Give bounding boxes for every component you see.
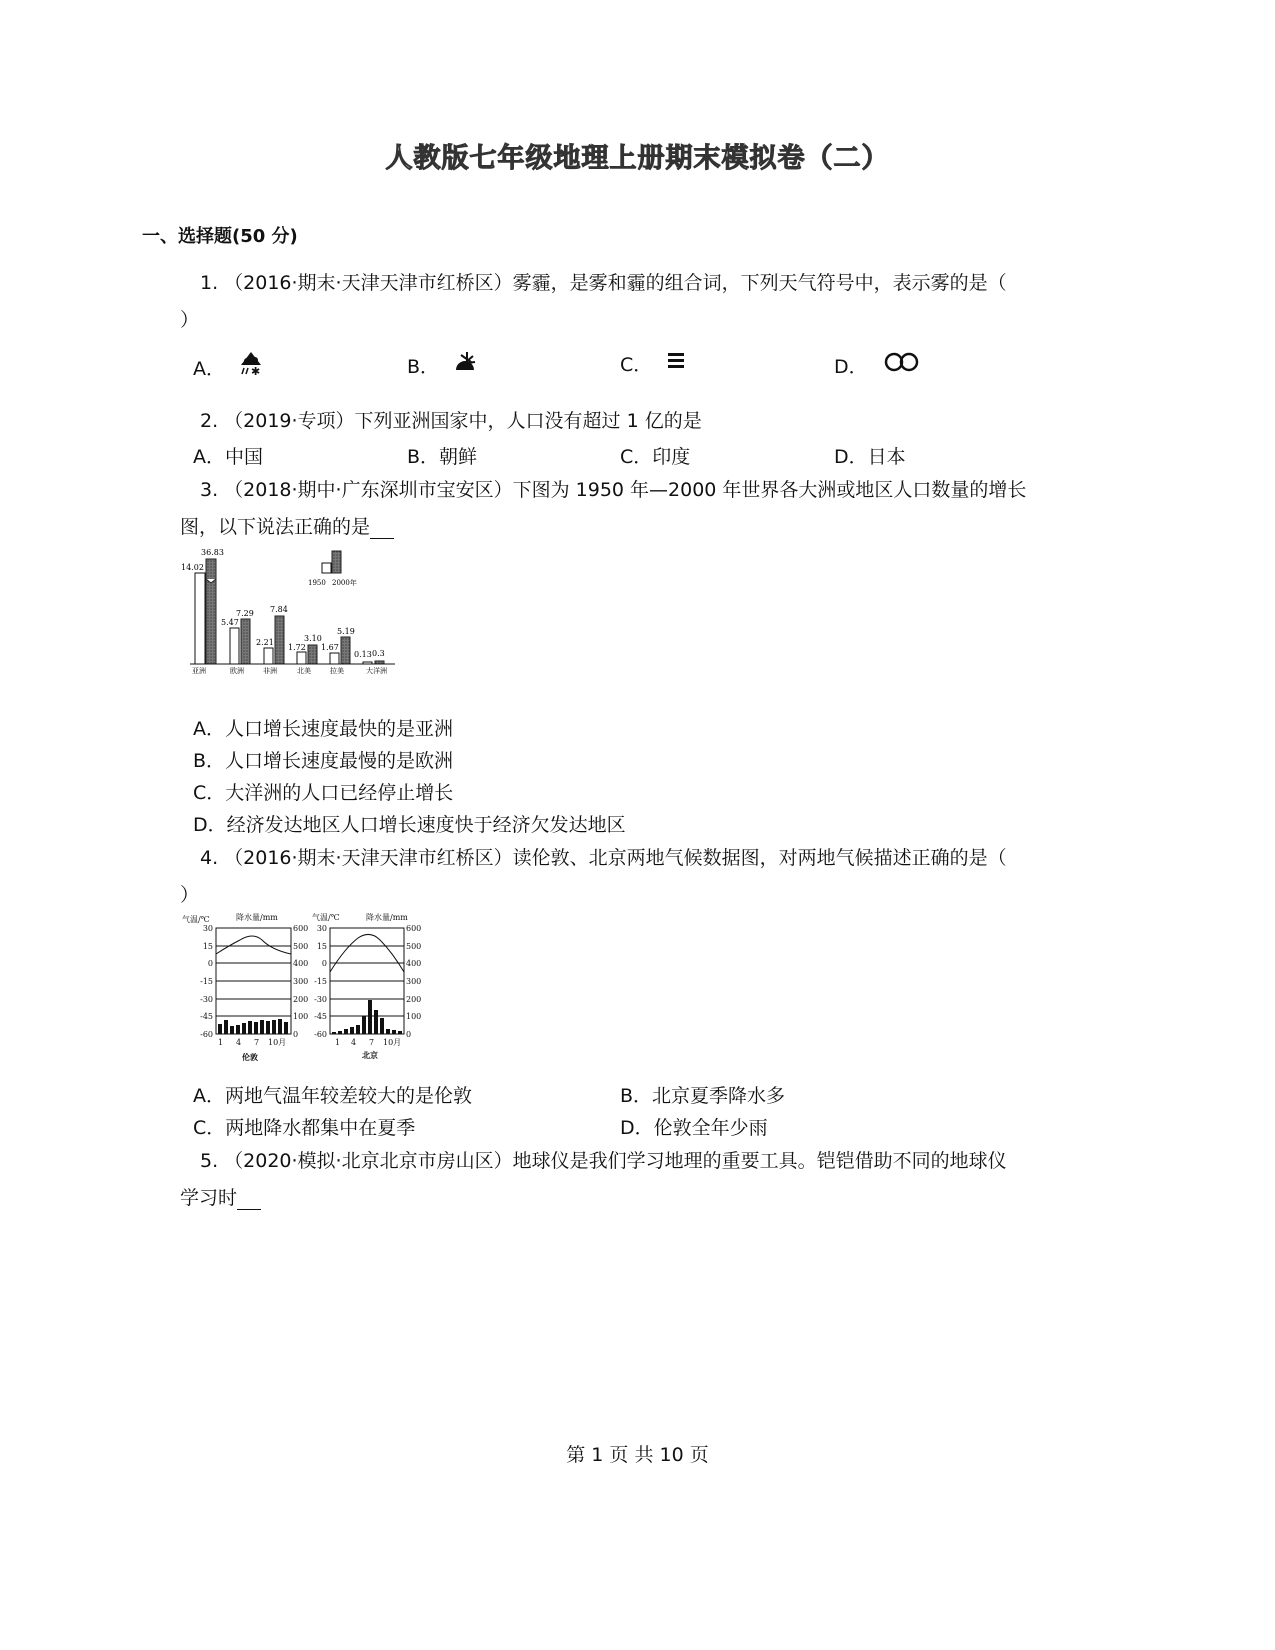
svg-text:0: 0 — [406, 1030, 412, 1039]
svg-text:10月: 10月 — [268, 1038, 287, 1047]
svg-text:14.02: 14.02 — [181, 563, 204, 572]
svg-text:10月: 10月 — [383, 1038, 402, 1047]
svg-text:降水量/mm: 降水量/mm — [236, 913, 278, 922]
q3-option-c[interactable]: C．大洋洲的人口已经停止增长 — [193, 782, 454, 804]
q3-option-a[interactable]: A．人口增长速度最快的是亚洲 — [193, 718, 453, 740]
question-3-text: 3. （2018·期中·广东深圳市宝安区）下图为 1950 年—2000 年世界各大洲或地区人口数量的增长 — [200, 479, 1027, 501]
q4-option-c[interactable]: C．两地降水都集中在夏季 — [193, 1117, 416, 1139]
svg-text:-60: -60 — [314, 1030, 327, 1039]
thunderstorm-hail-weather-icon — [239, 350, 267, 381]
fog-weather-icon — [666, 350, 686, 377]
svg-text:1.72: 1.72 — [288, 643, 306, 652]
svg-text:气温/℃: 气温/℃ — [312, 913, 340, 922]
svg-text:2.21: 2.21 — [256, 638, 274, 647]
svg-text:15: 15 — [202, 942, 213, 951]
svg-text:-30: -30 — [200, 995, 213, 1004]
svg-text:300: 300 — [293, 977, 309, 986]
svg-text:7.29: 7.29 — [236, 609, 254, 618]
q2-option-a[interactable]: A．中国 — [193, 446, 263, 468]
svg-text:5.19: 5.19 — [337, 627, 355, 636]
question-4-text: 4. （2016·期末·天津天津市红桥区）读伦敦、北京两地气候数据图，对两地气候描述正确的是（ — [200, 847, 1007, 869]
svg-text:30: 30 — [202, 924, 213, 933]
svg-text:4: 4 — [236, 1038, 242, 1047]
svg-text:-30: -30 — [314, 995, 327, 1004]
question-1-text: 1. （2016·期末·天津天津市红桥区）雾霾，是雾和霾的组合词，下列天气符号中，表示雾的是（ — [200, 272, 1007, 294]
question-5-text-cont: 学习时 — [180, 1183, 261, 1210]
haze-weather-icon — [882, 350, 922, 379]
option-label: B． — [407, 356, 440, 378]
population-bar-chart — [180, 545, 400, 679]
svg-text:1950: 1950 — [308, 579, 326, 587]
svg-text:36.83: 36.83 — [201, 548, 224, 557]
question-3-text-cont: 图，以下说法正确的是 — [180, 512, 394, 539]
svg-text:4: 4 — [351, 1038, 357, 1047]
svg-text:-45: -45 — [200, 1012, 213, 1021]
svg-text:-15: -15 — [314, 977, 327, 986]
question-4-text-cont: ） — [180, 884, 200, 906]
q1-option-a[interactable] — [193, 350, 267, 381]
svg-text:7.84: 7.84 — [270, 605, 288, 614]
q2-option-d[interactable]: D．日本 — [834, 446, 906, 468]
svg-text:大洋洲: 大洋洲 — [366, 667, 387, 675]
svg-text:0: 0 — [207, 959, 213, 968]
svg-text:降水量/mm: 降水量/mm — [366, 913, 408, 922]
question-1-text-cont: ） — [180, 309, 200, 331]
section-heading: 一、选择题(50 分) — [142, 226, 298, 247]
svg-text:30: 30 — [316, 924, 327, 933]
svg-text:15: 15 — [316, 942, 327, 951]
question-2-text: 2. （2019·专项）下列亚洲国家中，人口没有超过 1 亿的是 — [200, 410, 702, 432]
q4-option-a[interactable]: A．两地气温年较差较大的是伦敦 — [193, 1085, 472, 1107]
svg-text:400: 400 — [293, 959, 309, 968]
svg-text:300: 300 — [406, 977, 422, 986]
document-title: 人教版七年级地理上册期末模拟卷（二） — [385, 143, 890, 174]
svg-text:500: 500 — [406, 942, 422, 951]
svg-text:欧洲: 欧洲 — [230, 667, 244, 675]
svg-text:1.67: 1.67 — [321, 643, 339, 652]
q4-option-d[interactable]: D．伦敦全年少雨 — [620, 1117, 768, 1139]
svg-text:1: 1 — [218, 1038, 224, 1047]
answer-blank — [237, 1191, 261, 1210]
svg-text:1: 1 — [335, 1038, 341, 1047]
answer-blank — [370, 520, 394, 539]
svg-text:亚洲: 亚洲 — [192, 667, 206, 675]
q3-option-b[interactable]: B．人口增长速度最慢的是欧洲 — [193, 750, 454, 772]
svg-text:气温/℃: 气温/℃ — [182, 915, 210, 924]
svg-text:3.10: 3.10 — [304, 634, 322, 643]
svg-text:200: 200 — [293, 995, 309, 1004]
option-label: C． — [620, 354, 653, 376]
svg-text:-45: -45 — [314, 1012, 327, 1021]
question-5-text: 5. （2020·模拟·北京北京市房山区）地球仪是我们学习地理的重要工具。铠铠借助不同的地球仪 — [200, 1150, 1007, 1172]
svg-text:北美: 北美 — [297, 667, 311, 675]
option-label: A． — [193, 358, 225, 380]
q1-option-d[interactable] — [834, 350, 922, 379]
option-label: D． — [834, 356, 868, 378]
svg-text:非洲: 非洲 — [263, 667, 277, 675]
svg-text:100: 100 — [406, 1012, 422, 1021]
svg-text:-15: -15 — [200, 977, 213, 986]
svg-text:7: 7 — [369, 1038, 375, 1047]
svg-text:600: 600 — [293, 924, 309, 933]
q1-option-b[interactable] — [407, 350, 481, 379]
q2-option-c[interactable]: C．印度 — [620, 446, 691, 468]
svg-text:-60: -60 — [200, 1030, 213, 1039]
svg-text:5.47: 5.47 — [221, 618, 239, 627]
svg-text:✱: ✱ — [251, 365, 261, 376]
climate-charts — [180, 910, 440, 1069]
q1-option-c[interactable] — [620, 350, 686, 377]
q3-option-d[interactable]: D．经济发达地区人口增长速度快于经济欠发达地区 — [193, 814, 626, 836]
page-footer: 第 1 页 共 10 页 — [566, 1444, 709, 1466]
svg-text:400: 400 — [406, 959, 422, 968]
svg-text:0.13: 0.13 — [354, 650, 372, 659]
svg-text:2000年: 2000年 — [332, 579, 357, 587]
svg-text:100: 100 — [293, 1012, 309, 1021]
svg-text:0: 0 — [293, 1030, 299, 1039]
svg-text:0: 0 — [321, 959, 327, 968]
svg-text:7: 7 — [254, 1038, 260, 1047]
q2-option-b[interactable]: B．朝鲜 — [407, 446, 478, 468]
svg-text:0.3: 0.3 — [372, 649, 385, 658]
svg-text:200: 200 — [406, 995, 422, 1004]
svg-text:拉美: 拉美 — [330, 667, 344, 675]
svg-text:600: 600 — [406, 924, 422, 933]
svg-text:500: 500 — [293, 942, 309, 951]
svg-text:伦敦: 伦敦 — [242, 1052, 258, 1062]
q4-option-b[interactable]: B．北京夏季降水多 — [620, 1085, 786, 1107]
sandstorm-weather-icon — [453, 350, 481, 379]
svg-text:北京: 北京 — [362, 1050, 378, 1060]
